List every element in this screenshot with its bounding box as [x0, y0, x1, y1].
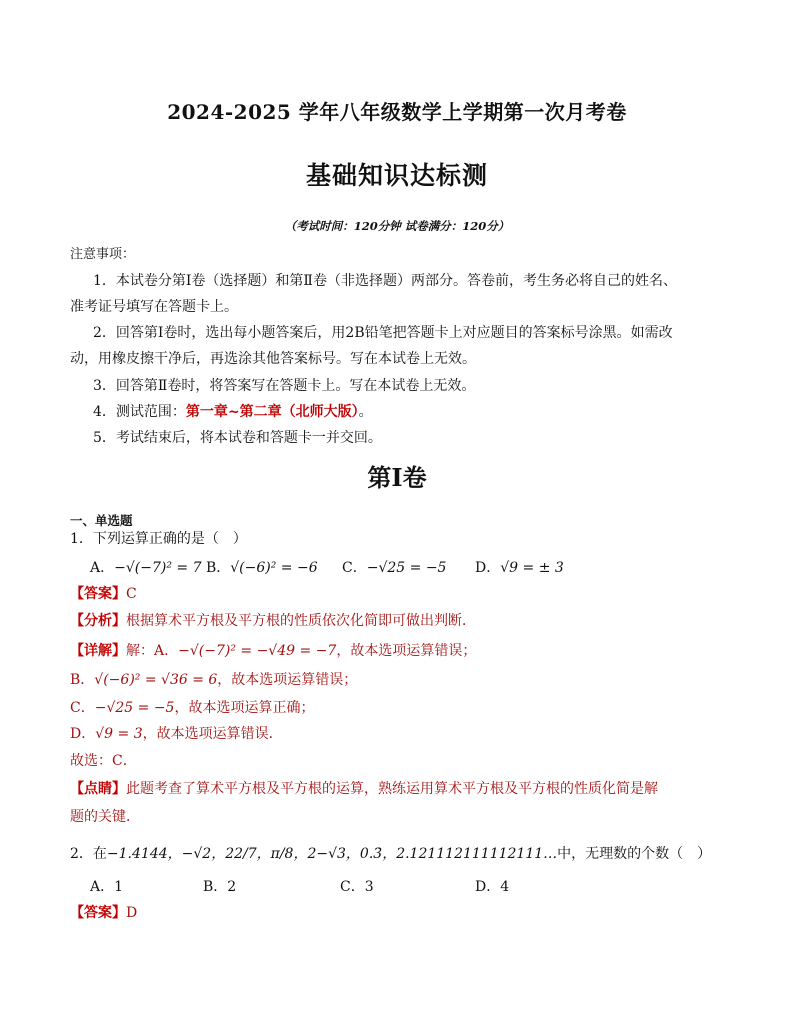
q1-stem: 1．下列运算正确的是（ ）: [70, 531, 247, 547]
test-range: 第一章~第二章（北师大版）: [185, 404, 359, 420]
q1-analysis: [70, 612, 476, 630]
q1-detail-c: [70, 699, 314, 717]
q1-option-d-wrap: [475, 559, 564, 577]
notice-item-1b: 准考证号填写在答题卡上。: [70, 299, 238, 315]
q1-comment: [70, 780, 658, 798]
q1-option-a: −√(−7)² = 7: [114, 560, 202, 576]
q1-option-b-label: B．: [205, 560, 231, 576]
notice-item-4: [93, 403, 373, 421]
q2-option-a: A．1: [90, 879, 124, 895]
exam-title: 2024-2025 学年八年级数学上学期第一次月考卷: [167, 100, 627, 124]
detail-a-suffix: ，故本选项运算错误；: [336, 643, 477, 659]
q1-detail-a: [70, 642, 476, 660]
detail-d-prefix: D．: [70, 726, 96, 742]
analysis-tag: 【分析】: [70, 613, 126, 629]
q1-option-c: −√25 = −5: [366, 560, 447, 576]
analysis-text: 根据算术平方根及平方根的性质依次化简即可做出判断．: [126, 613, 476, 629]
detail-b-suffix: ，故本选项运算错误；: [217, 672, 358, 688]
detail-c-suffix: ，故本选项运算正确；: [174, 700, 315, 716]
q2-option-d: D．4: [475, 879, 510, 895]
detail-b-prefix: B．: [70, 672, 95, 688]
notice-item-2a: 2．回答第Ⅰ卷时，选出每小题答案后，用2B铅笔把答题卡上对应题目的答案标号涂黑。如需改: [93, 325, 673, 341]
q2-stem-prefix: 2．在: [70, 846, 107, 862]
notice-item-4-prefix: 4．测试范围：: [93, 404, 186, 420]
volume-title: 第Ⅰ卷: [367, 463, 427, 492]
exam-subtitle: 基础知识达标测: [305, 161, 488, 190]
q1-option-d: √9 = ± 3: [500, 560, 564, 576]
q2-stem: [70, 845, 711, 863]
detail-c-prefix: C．: [70, 700, 95, 716]
q2-answer-value: D: [126, 905, 138, 921]
detail-b-math: √(−6)² = √36 = 6: [94, 672, 218, 688]
q2-option-b: B．2: [203, 879, 237, 895]
answer-tag: 【答案】: [70, 586, 126, 602]
notice-item-2b: 动，用橡皮擦干净后，再选涂其他答案标号。写在本试卷上无效。: [70, 351, 476, 367]
q1-comment-b: 题的关键．: [70, 809, 140, 825]
q1-answer: [70, 585, 137, 603]
detail-d-suffix: ，故本选项运算错误．: [142, 726, 283, 742]
comment-text-a: 此题考查了算术平方根及平方根的运算，熟练运用算术平方根及平方根的性质化简是解: [126, 781, 658, 797]
comment-tag: 【点睛】: [70, 781, 126, 797]
q2-answer: [70, 904, 137, 922]
q1-option-c-wrap: [342, 559, 446, 577]
detail-d-math: √9 = 3: [95, 726, 143, 742]
section-heading: 一、单选题: [70, 513, 133, 528]
q2-stem-items: −1.4144，−√2，22/7，π/8，2−√3，0.3̇，2.121112111112111…: [106, 846, 558, 862]
q1-options: [90, 559, 318, 577]
q1-detail-b: [70, 671, 357, 689]
q1-option-d-label: D．: [475, 560, 501, 576]
detail-c-math: −√25 = −5: [94, 700, 175, 716]
detail-a-math: −√(−7)² = −√49 = −7: [178, 643, 337, 659]
q1-detail-d: [70, 725, 283, 743]
q1-choose: 故选：C．: [70, 753, 137, 769]
answer-value: C: [126, 586, 137, 602]
q2-option-c: C．3: [340, 879, 374, 895]
notice-item-1a: 1．本试卷分第Ⅰ卷（选择题）和第Ⅱ卷（非选择题）两部分。答卷前，考生务必将自己的姓名、: [93, 273, 677, 289]
notice-item-3: 3．回答第Ⅱ卷时，将答案写在答题卡上。写在本试卷上无效。: [93, 378, 476, 394]
notice-item-5: 5．考试结束后，将本试卷和答题卡一并交回。: [93, 430, 382, 446]
q2-answer-tag: 【答案】: [70, 905, 126, 921]
notice-item-4-suffix: 。: [358, 404, 373, 420]
q1-option-c-label: C．: [342, 560, 367, 576]
notice-heading: 注意事项：: [70, 247, 136, 262]
exam-info: （考试时间：120分钟 试卷满分：120分）: [284, 219, 510, 233]
q2-stem-suffix: 中，无理数的个数（ ）: [557, 846, 712, 862]
q1-option-b: √(−6)² = −6: [230, 560, 318, 576]
detail-tag: 【详解】: [70, 643, 126, 659]
detail-a-prefix: 解：A．: [126, 643, 179, 659]
q1-option-a-label: A．: [90, 560, 115, 576]
